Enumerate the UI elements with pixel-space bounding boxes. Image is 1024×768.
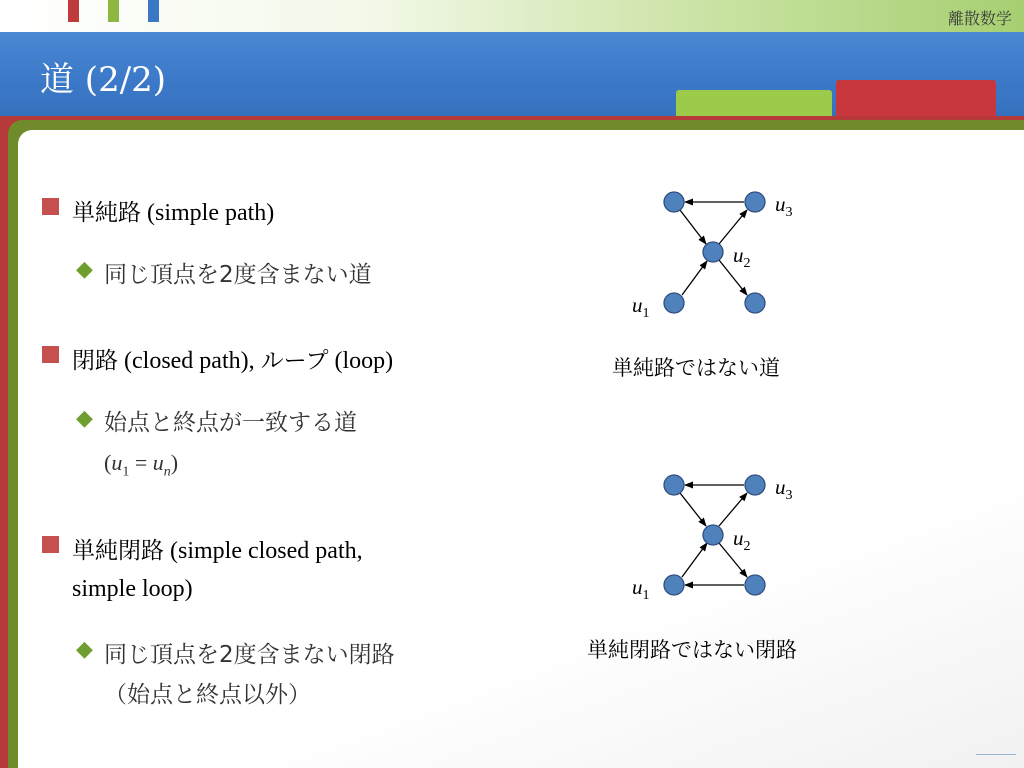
term-simple-closed-path-line2: simple loop) — [72, 576, 193, 602]
sub-simple-closed-path: 同じ頂点を2度含まない閉路 — [104, 642, 395, 668]
graph-node — [703, 525, 723, 545]
edge — [682, 261, 707, 295]
term-en: (closed path), — [118, 348, 261, 374]
graph-node — [745, 192, 765, 212]
graph-node — [664, 575, 684, 595]
term-jp: 単純閉路 — [72, 538, 164, 564]
closed-path-formula: $(u_1 = u_n)$ — [104, 450, 179, 480]
graph-not-simple-closed-path — [632, 475, 793, 603]
node-label-u2: $u_2$ — [733, 243, 751, 271]
graph-node — [664, 293, 684, 313]
graph-node — [745, 293, 765, 313]
diamond-bullet-icon: ◆ — [76, 406, 93, 431]
term-jp: 閉路 — [72, 348, 118, 374]
edge — [719, 210, 747, 244]
graph-not-simple-path — [632, 192, 793, 321]
edge — [680, 210, 706, 244]
term-en2: (loop) — [328, 348, 394, 374]
node-label-u1: $u_1$ — [632, 575, 650, 603]
node-label-u2: $u_2$ — [733, 526, 751, 554]
graph-node — [745, 475, 765, 495]
caption-not-simple-path: 単純路ではない道 — [612, 356, 780, 380]
edge — [682, 543, 707, 577]
term-jp2: ループ — [260, 348, 329, 374]
course-name: 離散数学 — [947, 9, 1012, 28]
sub-simple-closed-path-line2: （始点と終点以外） — [104, 682, 311, 708]
graph-node — [745, 575, 765, 595]
term-en: (simple path) — [141, 200, 275, 226]
caption-not-simple-closed-path: 単純閉路ではない閉路 — [587, 638, 797, 662]
node-label-u3: $u_3$ — [775, 475, 793, 503]
node-label-u1: $u_1$ — [632, 293, 650, 321]
graph-node — [664, 475, 684, 495]
term-jp: 単純路 — [72, 200, 141, 226]
edge — [680, 493, 706, 526]
diamond-bullet-icon: ◆ — [76, 257, 93, 282]
term-en: (simple closed path, — [164, 538, 363, 564]
edge — [719, 493, 747, 526]
graph-node — [703, 242, 723, 262]
sub-closed-path: 始点と終点が一致する道 — [104, 410, 357, 436]
sub-simple-path: 同じ頂点を2度含まない道 — [104, 262, 372, 288]
node-label-u3: $u_3$ — [775, 192, 793, 220]
diamond-bullet-icon: ◆ — [76, 637, 93, 662]
slide-title: 道 (2/2) — [40, 60, 167, 100]
corner-line — [976, 754, 1016, 755]
graph-node — [664, 192, 684, 212]
